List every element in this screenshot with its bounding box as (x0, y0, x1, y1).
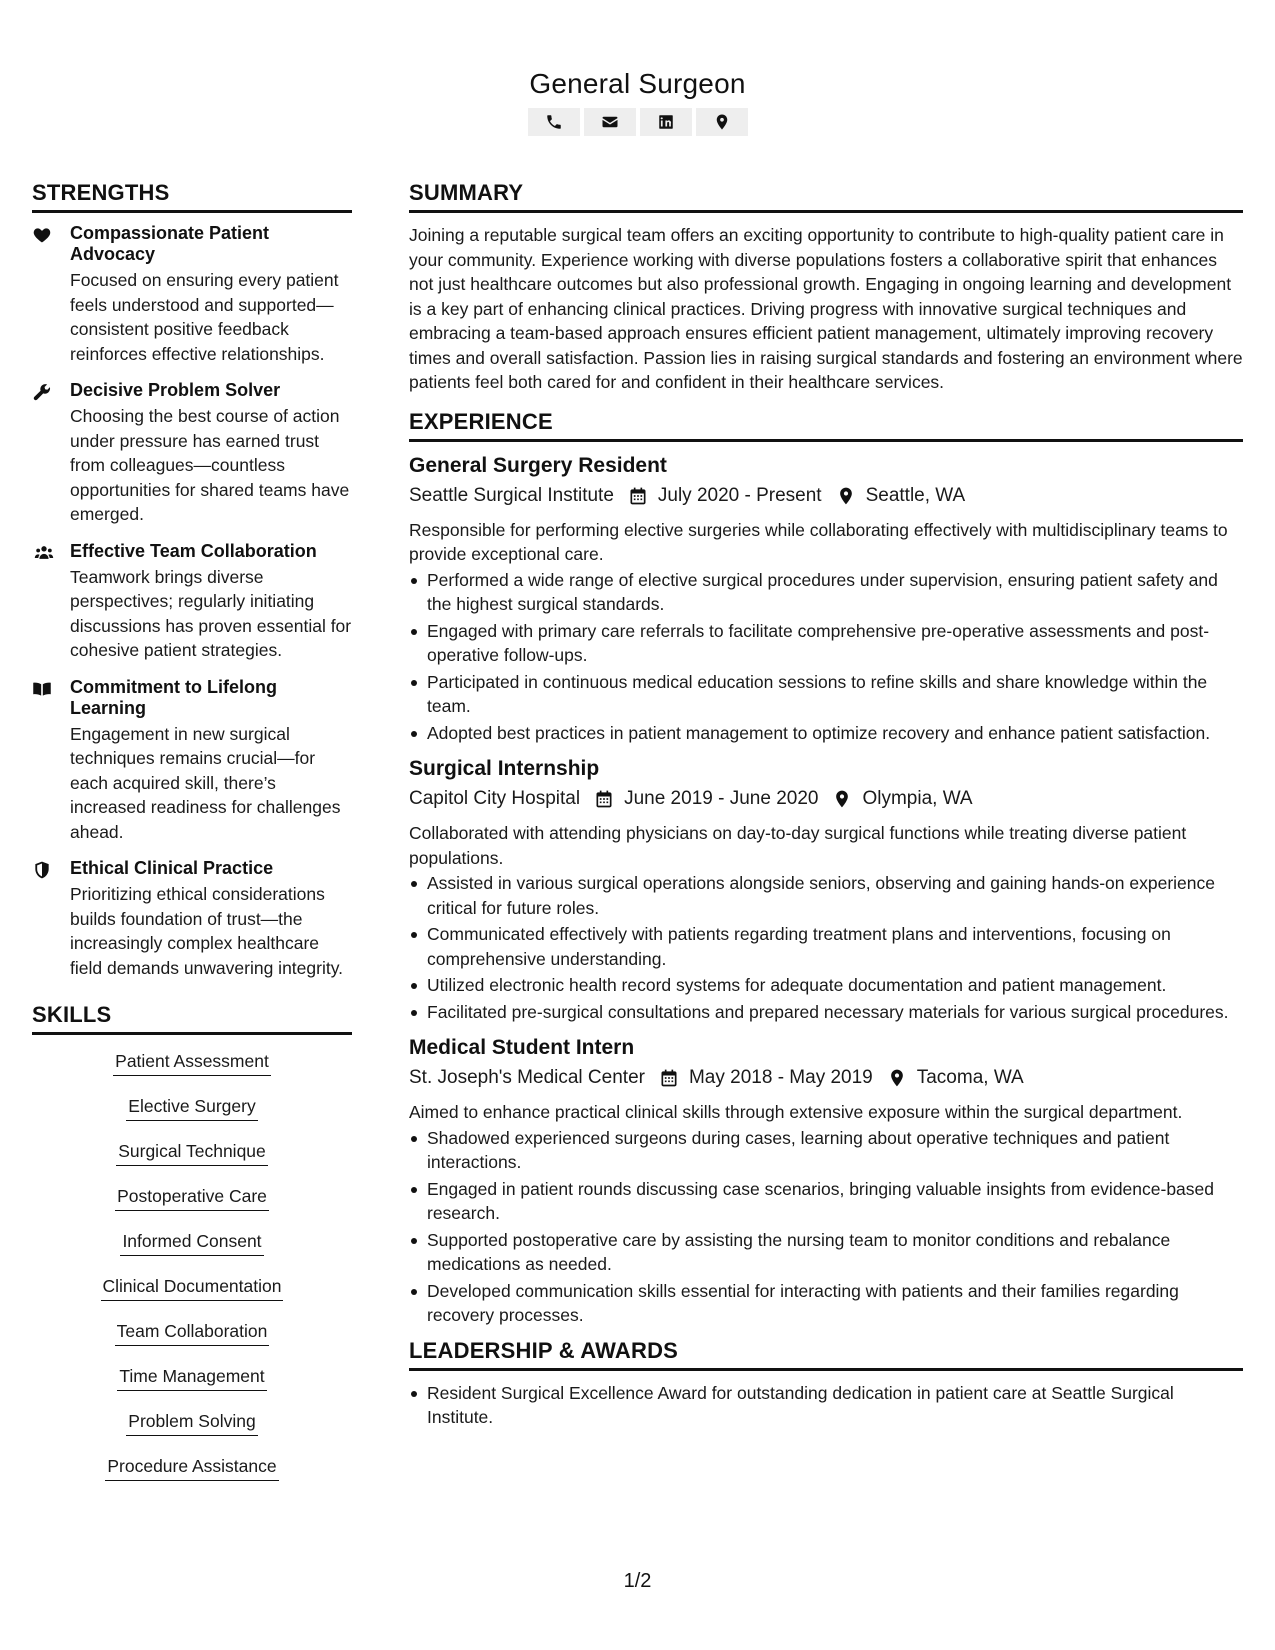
map-pin-icon (836, 486, 856, 506)
right-column (409, 180, 1243, 1432)
strength-description: Choosing the best course of action under pressure has earned trust from colleagues—countless opportunities for shared teams have emerged. (70, 406, 350, 524)
skill-tag: Time Management (117, 1364, 266, 1391)
skill-tag: Clinical Documentation (101, 1274, 284, 1301)
leadership-bullets (409, 1381, 1243, 1430)
skills-heading: SKILLS (32, 1002, 352, 1035)
contact-row (0, 108, 1275, 136)
email-button[interactable] (584, 108, 636, 136)
strengths-heading: STRENGTHS (32, 180, 352, 213)
envelope-icon (601, 113, 619, 131)
book-open-icon (32, 679, 52, 699)
summary-heading: SUMMARY (409, 180, 1243, 213)
strength-item (32, 223, 352, 366)
job-meta (409, 1064, 1243, 1092)
strength-description: Engagement in new surgical techniques remains crucial—for each acquired skill, there’s increased readiness for challenges ahead. (70, 723, 341, 842)
list-item: Performed a wide range of elective surgical procedures under supervision, ensuring patient safety and the highest surgical standards. (409, 568, 1243, 617)
page-number: 1/2 (623, 1570, 652, 1592)
left-column (32, 180, 352, 1499)
job-description: Responsible for performing elective surgeries while collaborating effectively with multidisciplinary teams to provide exceptional care. (409, 519, 1228, 564)
job-dates: June 2019 - June 2020 (624, 788, 819, 809)
list-item: Engaged in patient rounds discussing case scenarios, bringing valuable insights from evidence-based research. (409, 1177, 1243, 1226)
calendar-icon (628, 486, 648, 506)
skill-tag: Elective Surgery (126, 1094, 257, 1121)
skill-tag: Informed Consent (120, 1229, 263, 1256)
strength-item (32, 541, 352, 663)
job-meta (409, 785, 1243, 813)
job-dates: May 2018 - May 2019 (688, 1067, 873, 1088)
job-dates: July 2020 - Present (657, 484, 822, 506)
job-location: Seattle, WA (865, 484, 966, 506)
company-name: Capitol City Hospital (409, 788, 581, 809)
strength-title: Compassionate Patient Advocacy (70, 223, 270, 264)
job-description: Collaborated with attending physicians on day-to-day surgical functions while treating diverse patient populations. (409, 823, 1187, 868)
job-entry (409, 452, 1243, 746)
heart-icon (32, 225, 52, 245)
job-entry (409, 755, 1243, 1024)
calendar-icon (594, 789, 614, 809)
job-bullets (409, 871, 1243, 1024)
job-title: Medical Student Intern (409, 1036, 635, 1059)
experience-heading: EXPERIENCE (409, 409, 1243, 442)
skill-tag: Problem Solving (126, 1409, 257, 1436)
list-item: Shadowed experienced surgeons during cases, learning about operative techniques and patient interactions. (409, 1126, 1243, 1175)
skills-list (32, 1045, 352, 1499)
strength-description: Focused on ensuring every patient feels understood and supported—consistent positive feedback reinforces effective relationships. (70, 270, 339, 364)
summary-text: Joining a reputable surgical team offers an exciting opportunity to contribute to high-quality patient care in your community. Experience working with diverse populations fosters a collaborative spirit that enhances not just healthcare outcomes but also professional growth. Engaging in ongoing learning and development is a key part of enhancing clinical practices. Driving progress with innovative surgical techniques and embracing a team-based approach ensures efficient patient management, ultimately improving recovery times and overall satisfaction. Passion lies in raising surgical standards and fostering an environment where patients feel both cared for and confident in their healthcare services. (409, 225, 1243, 392)
list-item: Assisted in various surgical operations alongside seniors, observing and gaining hands-on experience critical for future roles. (409, 871, 1243, 920)
strength-title: Ethical Clinical Practice (70, 858, 274, 878)
strength-item (32, 380, 352, 527)
list-item: Engaged with primary care referrals to facilitate comprehensive pre-operative assessments and post-operative follow-ups. (409, 619, 1243, 668)
strength-description: Prioritizing ethical considerations builds foundation of trust—the increasingly complex healthcare field demands unwavering integrity. (70, 884, 344, 978)
skill-tag: Procedure Assistance (105, 1454, 278, 1481)
strength-title: Decisive Problem Solver (70, 380, 281, 400)
list-item: Facilitated pre-surgical consultations and prepared necessary materials for various surgical procedures. (409, 1000, 1243, 1025)
job-entry (409, 1034, 1243, 1328)
list-item: Communicated effectively with patients regarding treatment plans and interventions, focusing on comprehensive understanding. (409, 922, 1243, 971)
calendar-icon (659, 1068, 679, 1088)
map-pin-icon (713, 113, 731, 131)
map-pin-icon (887, 1068, 907, 1088)
users-icon (32, 543, 56, 563)
job-location: Olympia, WA (862, 788, 973, 809)
resume-header (0, 68, 1275, 136)
list-item: Participated in continuous medical education sessions to refine skills and share knowledge within the team. (409, 670, 1243, 719)
page-title: General Surgeon (529, 68, 746, 99)
phone-button[interactable] (528, 108, 580, 136)
strength-item (32, 677, 352, 845)
linkedin-icon (657, 113, 675, 131)
linkedin-button[interactable] (640, 108, 692, 136)
location-button[interactable] (696, 108, 748, 136)
list-item: Adopted best practices in patient management to optimize recovery and enhance patient satisfaction. (409, 721, 1243, 746)
strength-item (32, 858, 352, 980)
strength-title: Effective Team Collaboration (70, 540, 317, 561)
leadership-heading: LEADERSHIP & AWARDS (409, 1338, 1243, 1371)
strength-description: Teamwork brings diverse perspectives; regularly initiating discussions has proven essential for cohesive patient strategies. (70, 566, 352, 660)
company-name: Seattle Surgical Institute (409, 484, 614, 506)
company-name: St. Joseph's Medical Center (409, 1067, 645, 1088)
job-title: Surgical Internship (409, 757, 600, 780)
shield-icon (32, 860, 52, 880)
job-location: Tacoma, WA (916, 1067, 1024, 1088)
job-meta (409, 482, 1243, 510)
list-item: Developed communication skills essential for interacting with patients and their families regarding recovery processes. (409, 1279, 1243, 1328)
job-bullets (409, 1126, 1243, 1328)
list-item: Utilized electronic health record systems for adequate documentation and patient management. (409, 973, 1243, 998)
skill-tag: Patient Assessment (113, 1049, 271, 1076)
job-bullets (409, 568, 1243, 746)
skill-tag: Team Collaboration (115, 1319, 270, 1346)
list-item: Supported postoperative care by assisting the nursing team to monitor conditions and rebalance medications as needed. (409, 1228, 1243, 1277)
skill-tag: Postoperative Care (115, 1184, 269, 1211)
list-item: Resident Surgical Excellence Award for outstanding dedication in patient care at Seattle Surgical Institute. (409, 1381, 1243, 1430)
skill-tag: Surgical Technique (116, 1139, 268, 1166)
phone-icon (545, 113, 563, 131)
job-description: Aimed to enhance practical clinical skills through extensive exposure within the surgical department. (409, 1102, 1183, 1122)
strength-title: Commitment to Lifelong Learning (70, 676, 277, 718)
job-title: General Surgery Resident (409, 453, 667, 477)
wrench-icon (32, 382, 52, 402)
map-pin-icon (832, 789, 852, 809)
